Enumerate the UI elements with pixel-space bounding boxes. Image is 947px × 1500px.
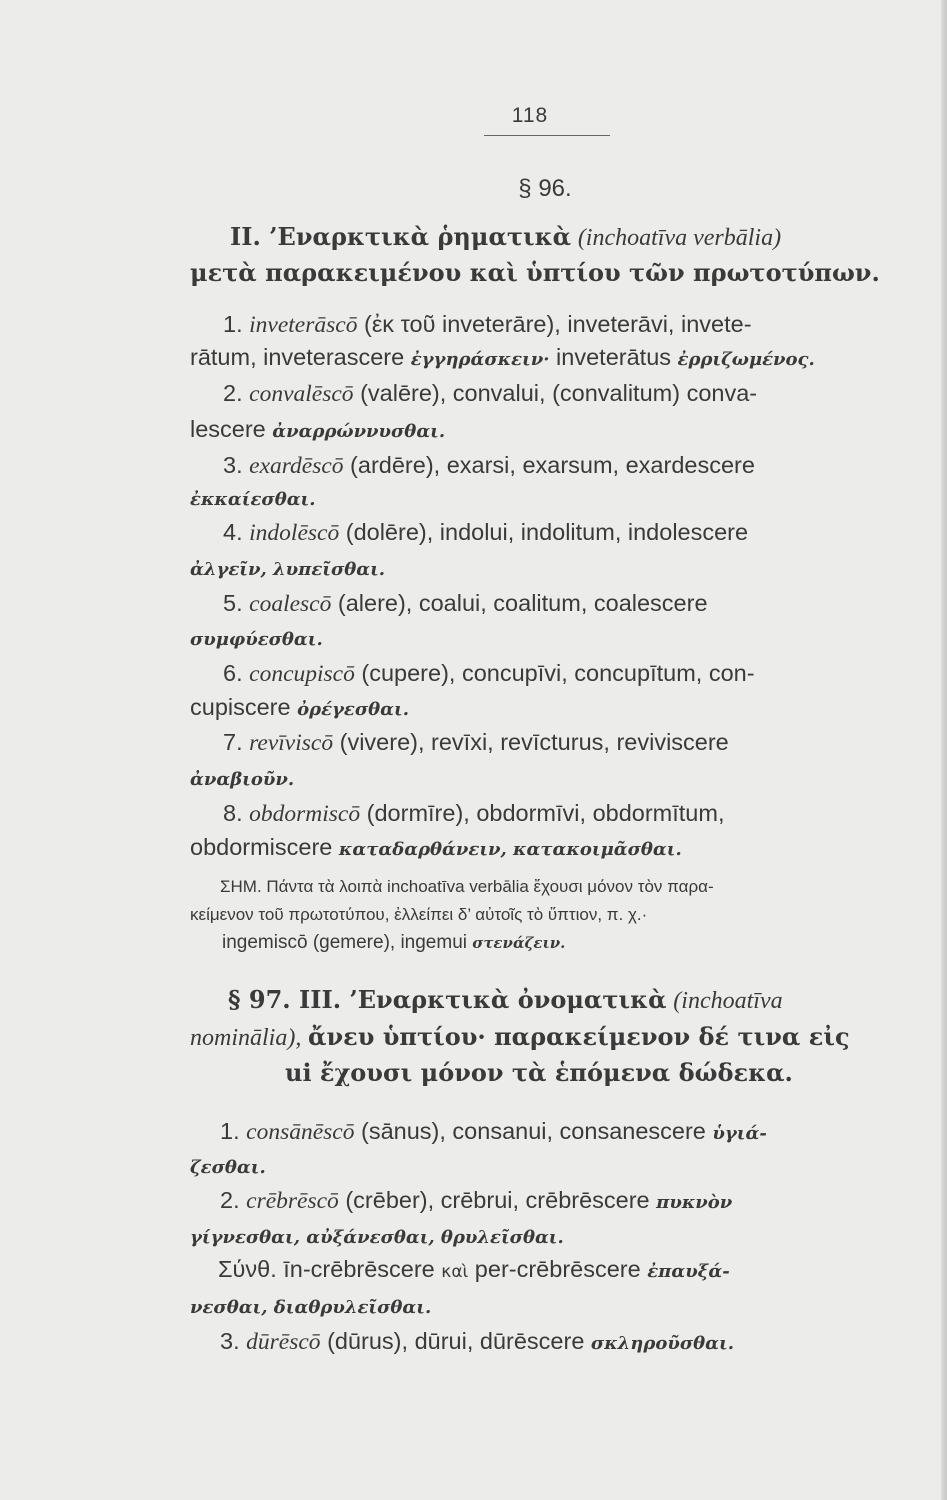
item-text: (ἐκ τοῦ inveterāre), inveterāvi, invete- bbox=[357, 311, 752, 337]
note-line-3 bbox=[222, 928, 565, 958]
latin-word: indolēscō bbox=[249, 520, 340, 546]
item-96-5 bbox=[223, 588, 708, 619]
section-97-heading-line3: ui ἔχουσι μόνον τὰ ἑπόμενα δώδεκα. bbox=[285, 1058, 793, 1087]
greek-gloss: συμφύεσθαι. bbox=[190, 629, 323, 650]
item-text: (valēre), convalui, (convalitum) conva- bbox=[353, 380, 758, 406]
latin-word: revīviscō bbox=[249, 730, 334, 756]
greek-gloss: ζεσθαι. bbox=[190, 1157, 266, 1178]
item-text: per-crēbrēscere bbox=[468, 1256, 648, 1282]
latin-word: exardēscō bbox=[249, 453, 344, 479]
item-number: 5. bbox=[223, 590, 250, 616]
item-number: 6. bbox=[223, 660, 250, 686]
item-96-6-cont bbox=[190, 692, 409, 725]
greek-gloss: ἐπαυξά- bbox=[647, 1261, 730, 1282]
item-96-2 bbox=[223, 378, 757, 409]
item-96-2-cont bbox=[190, 414, 445, 447]
item-number: 2. bbox=[223, 380, 250, 406]
item-text: lescere bbox=[190, 416, 273, 442]
item-96-7-cont bbox=[190, 762, 294, 795]
heading-latin: (inchoatīva bbox=[673, 988, 783, 1014]
heading-greek: ’Εναρκτικὰ ὀνοματικὰ bbox=[349, 985, 667, 1014]
item-96-1 bbox=[223, 309, 752, 340]
greek-gloss: ἀναρρώννυσθαι. bbox=[272, 421, 446, 442]
greek-gloss: καταδαρθάνειν, κατακοιμᾶσθαι. bbox=[338, 839, 682, 860]
item-number: 8. bbox=[223, 800, 250, 826]
item-96-4-cont bbox=[190, 552, 385, 585]
section-96-heading-line2: μετὰ παρακειμένου καὶ ὑπτίου τῶν πρωτοτύπων. bbox=[190, 258, 880, 287]
item-text: (ardēre), exarsi, exarsum, exardescere bbox=[343, 452, 755, 478]
greek-conjunction: καὶ bbox=[441, 1262, 469, 1282]
item-text: Σύνθ. īn-crēbrēscere bbox=[218, 1256, 442, 1282]
item-96-3-cont bbox=[190, 482, 316, 515]
greek-gloss: σκληροῦσθαι. bbox=[590, 1333, 734, 1354]
greek-gloss: πυκνὸν bbox=[656, 1192, 733, 1213]
item-97-synth-cont bbox=[190, 1290, 431, 1323]
item-96-3 bbox=[223, 450, 755, 481]
item-97-2 bbox=[220, 1185, 732, 1218]
item-text: (dormīre), obdormīvi, obdormītum, bbox=[360, 800, 725, 826]
item-97-1-cont bbox=[190, 1150, 266, 1183]
latin-word: concupiscō bbox=[249, 661, 355, 687]
item-text: (dūrus), dūrui, dūrēscere bbox=[320, 1328, 591, 1354]
note-line-2: κείμενον τοῦ πρωτοτύπου, ἐλλείπει δ’ αὐτοῖς τὸ ὕπτιον, π. χ.· bbox=[190, 905, 648, 924]
item-number: 7. bbox=[223, 729, 250, 755]
page-number: 118 bbox=[511, 104, 549, 127]
latin-word: consānēscō bbox=[246, 1119, 355, 1145]
item-97-3 bbox=[220, 1326, 734, 1359]
item-number: 1. bbox=[220, 1118, 247, 1144]
greek-gloss: ὑγιά- bbox=[712, 1123, 767, 1144]
note-example: ingemiscō (gemere), ingemui bbox=[222, 932, 473, 953]
heading-latin: (inchoatīva verbālia) bbox=[577, 225, 782, 251]
item-text: rātum, inveterascere bbox=[190, 344, 411, 370]
page-number-rule bbox=[484, 135, 610, 136]
greek-gloss: ἐρριζωμένος. bbox=[677, 349, 815, 370]
section-96-heading-line1 bbox=[230, 222, 781, 253]
latin-word: convalēscō bbox=[249, 381, 354, 407]
latin-word: coalescō bbox=[249, 591, 332, 617]
item-96-8-cont bbox=[190, 832, 682, 865]
greek-gloss: ἐγγηράσκειν· bbox=[410, 349, 550, 370]
item-text: (alere), coalui, coalitum, coalescere bbox=[331, 590, 708, 616]
item-97-1 bbox=[220, 1116, 767, 1149]
heading-latin: nominālia), bbox=[190, 1025, 302, 1051]
item-text: (cupere), concupīvi, concupītum, con- bbox=[354, 660, 755, 686]
greek-gloss: ἐκκαίεσθαι. bbox=[190, 489, 316, 510]
greek-gloss: γίγνεσθαι, αὐξάνεσθαι, θρυλεῖσθαι. bbox=[190, 1227, 564, 1248]
item-text: (crēber), crēbrui, crēbrēscere bbox=[338, 1187, 657, 1213]
item-text: inveterātus bbox=[549, 344, 678, 370]
item-number: 3. bbox=[223, 452, 250, 478]
item-number: 2. bbox=[220, 1187, 247, 1213]
greek-gloss: στενάζειν. bbox=[472, 934, 566, 952]
latin-word: inveterāscō bbox=[249, 312, 358, 338]
heading-number: II. bbox=[230, 222, 270, 251]
item-96-6 bbox=[223, 658, 755, 689]
greek-gloss: νεσθαι, διαθρυλεῖσθαι. bbox=[190, 1297, 432, 1318]
item-number: 3. bbox=[220, 1328, 247, 1354]
page-edge bbox=[941, 0, 947, 1500]
latin-word: crēbrēscō bbox=[246, 1188, 339, 1214]
greek-gloss: ὀρέγεσθαι. bbox=[297, 699, 409, 720]
item-96-8 bbox=[223, 798, 724, 829]
item-text: (sānus), consanui, consanescere bbox=[354, 1118, 713, 1144]
section-97-heading-line1 bbox=[228, 985, 783, 1016]
item-96-5-cont bbox=[190, 622, 323, 655]
greek-gloss: ἀλγεῖν, λυπεῖσθαι. bbox=[190, 559, 386, 580]
item-97-2-cont bbox=[190, 1220, 564, 1253]
latin-word: obdormiscō bbox=[249, 801, 361, 827]
item-96-4 bbox=[223, 517, 748, 548]
heading-greek: ’Εναρκτικὰ ῥηματικὰ bbox=[269, 222, 572, 251]
section-97-heading-line2 bbox=[190, 1022, 850, 1053]
item-96-1-cont bbox=[190, 342, 815, 375]
note-line-1: ΣΗΜ. Πάντα τὰ λοιπὰ inchoatīva verbālia ἔχουσι μόνον τὸν παρα- bbox=[220, 877, 714, 896]
item-text: (vivere), revīxi, revīcturus, reviviscere bbox=[333, 729, 729, 755]
item-number: 4. bbox=[223, 519, 250, 545]
greek-gloss: ἀναβιοῦν. bbox=[190, 769, 295, 790]
heading-greek: ἄνευ ὑπτίου· παρακείμενον δέ τινα εἰς bbox=[308, 1022, 850, 1051]
item-text: cupiscere bbox=[190, 694, 298, 720]
item-text: obdormiscere bbox=[190, 834, 339, 860]
item-96-7 bbox=[223, 727, 729, 758]
item-text: (dolēre), indolui, indolitum, indolescere bbox=[339, 519, 749, 545]
latin-word: dūrēscō bbox=[246, 1329, 321, 1355]
section-97-mark: § 97. III. bbox=[228, 985, 350, 1014]
item-number: 1. bbox=[223, 311, 250, 337]
section-96-mark: § 96. bbox=[518, 175, 572, 202]
item-97-synth bbox=[218, 1254, 730, 1287]
